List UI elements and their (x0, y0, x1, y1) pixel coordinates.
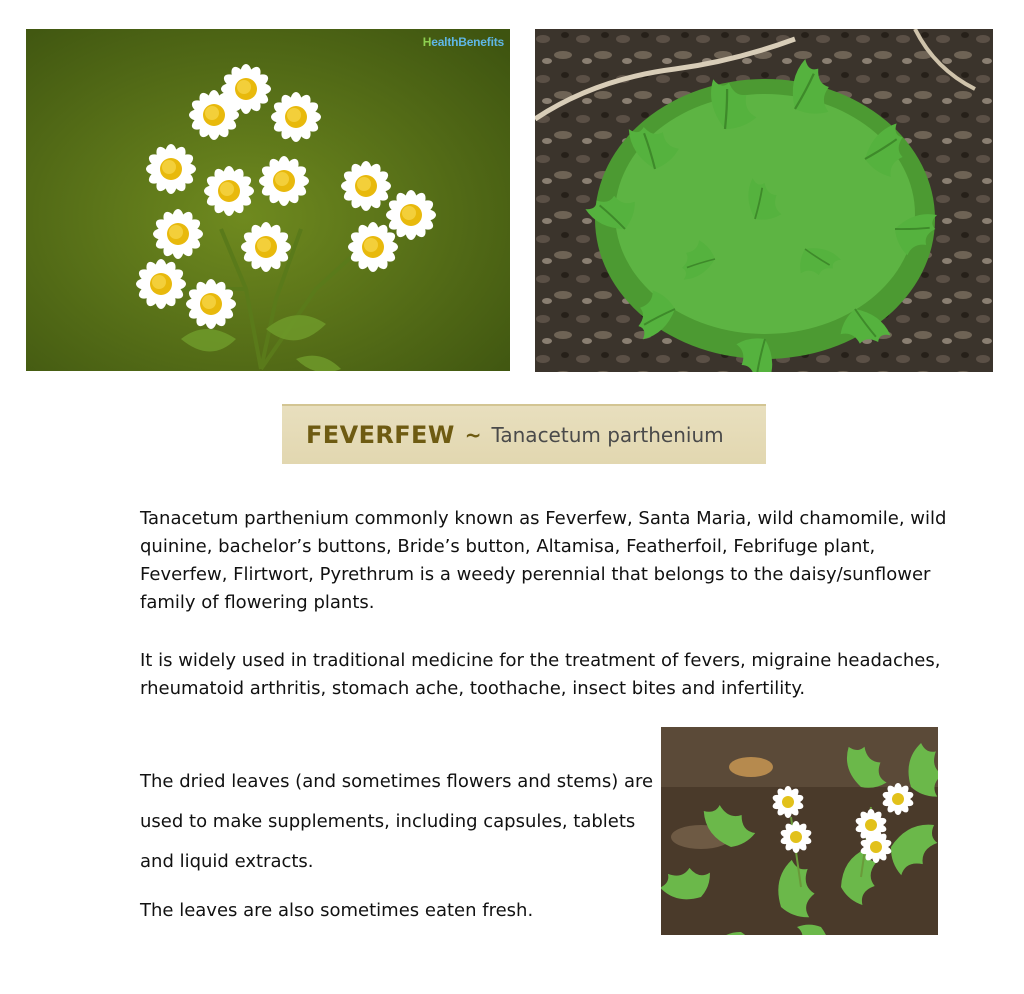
common-name-title: FEVERFEW (306, 421, 455, 449)
brand-watermark: HealthBenefits (422, 35, 504, 49)
title-banner (282, 404, 766, 464)
small-flowers-photo (661, 727, 938, 935)
description-paragraph: Tanacetum parthenium commonly known as Feverfew, Santa Maria, wild chamomile, wild quinine, bachelor’s buttons, Bride’s button, Altamisa, Featherfoil, Febrifuge plant, Feverfew, Flirtwort, Pyrethrum is a weedy perennial that belongs to the daisy/sunflower family of flowering plants. (140, 508, 947, 613)
scientific-name-title: Tanacetum parthenium (491, 423, 724, 447)
leaf-plant-photo (535, 29, 993, 372)
title-separator: ~ (464, 423, 482, 447)
supplements-paragraph: The dried leaves (and sometimes flowers and stems) are used to make supplements, including capsules, tablets and liquid extracts. (140, 771, 654, 872)
fresh-leaves-paragraph: The leaves are also sometimes eaten fresh. (140, 900, 534, 921)
flower-cluster-photo (26, 29, 510, 371)
uses-paragraph: It is widely used in traditional medicine for the treatment of fevers, migraine headaches, rheumatoid arthritis, stomach ache, toothache, insect bites and infertility. (140, 650, 941, 699)
